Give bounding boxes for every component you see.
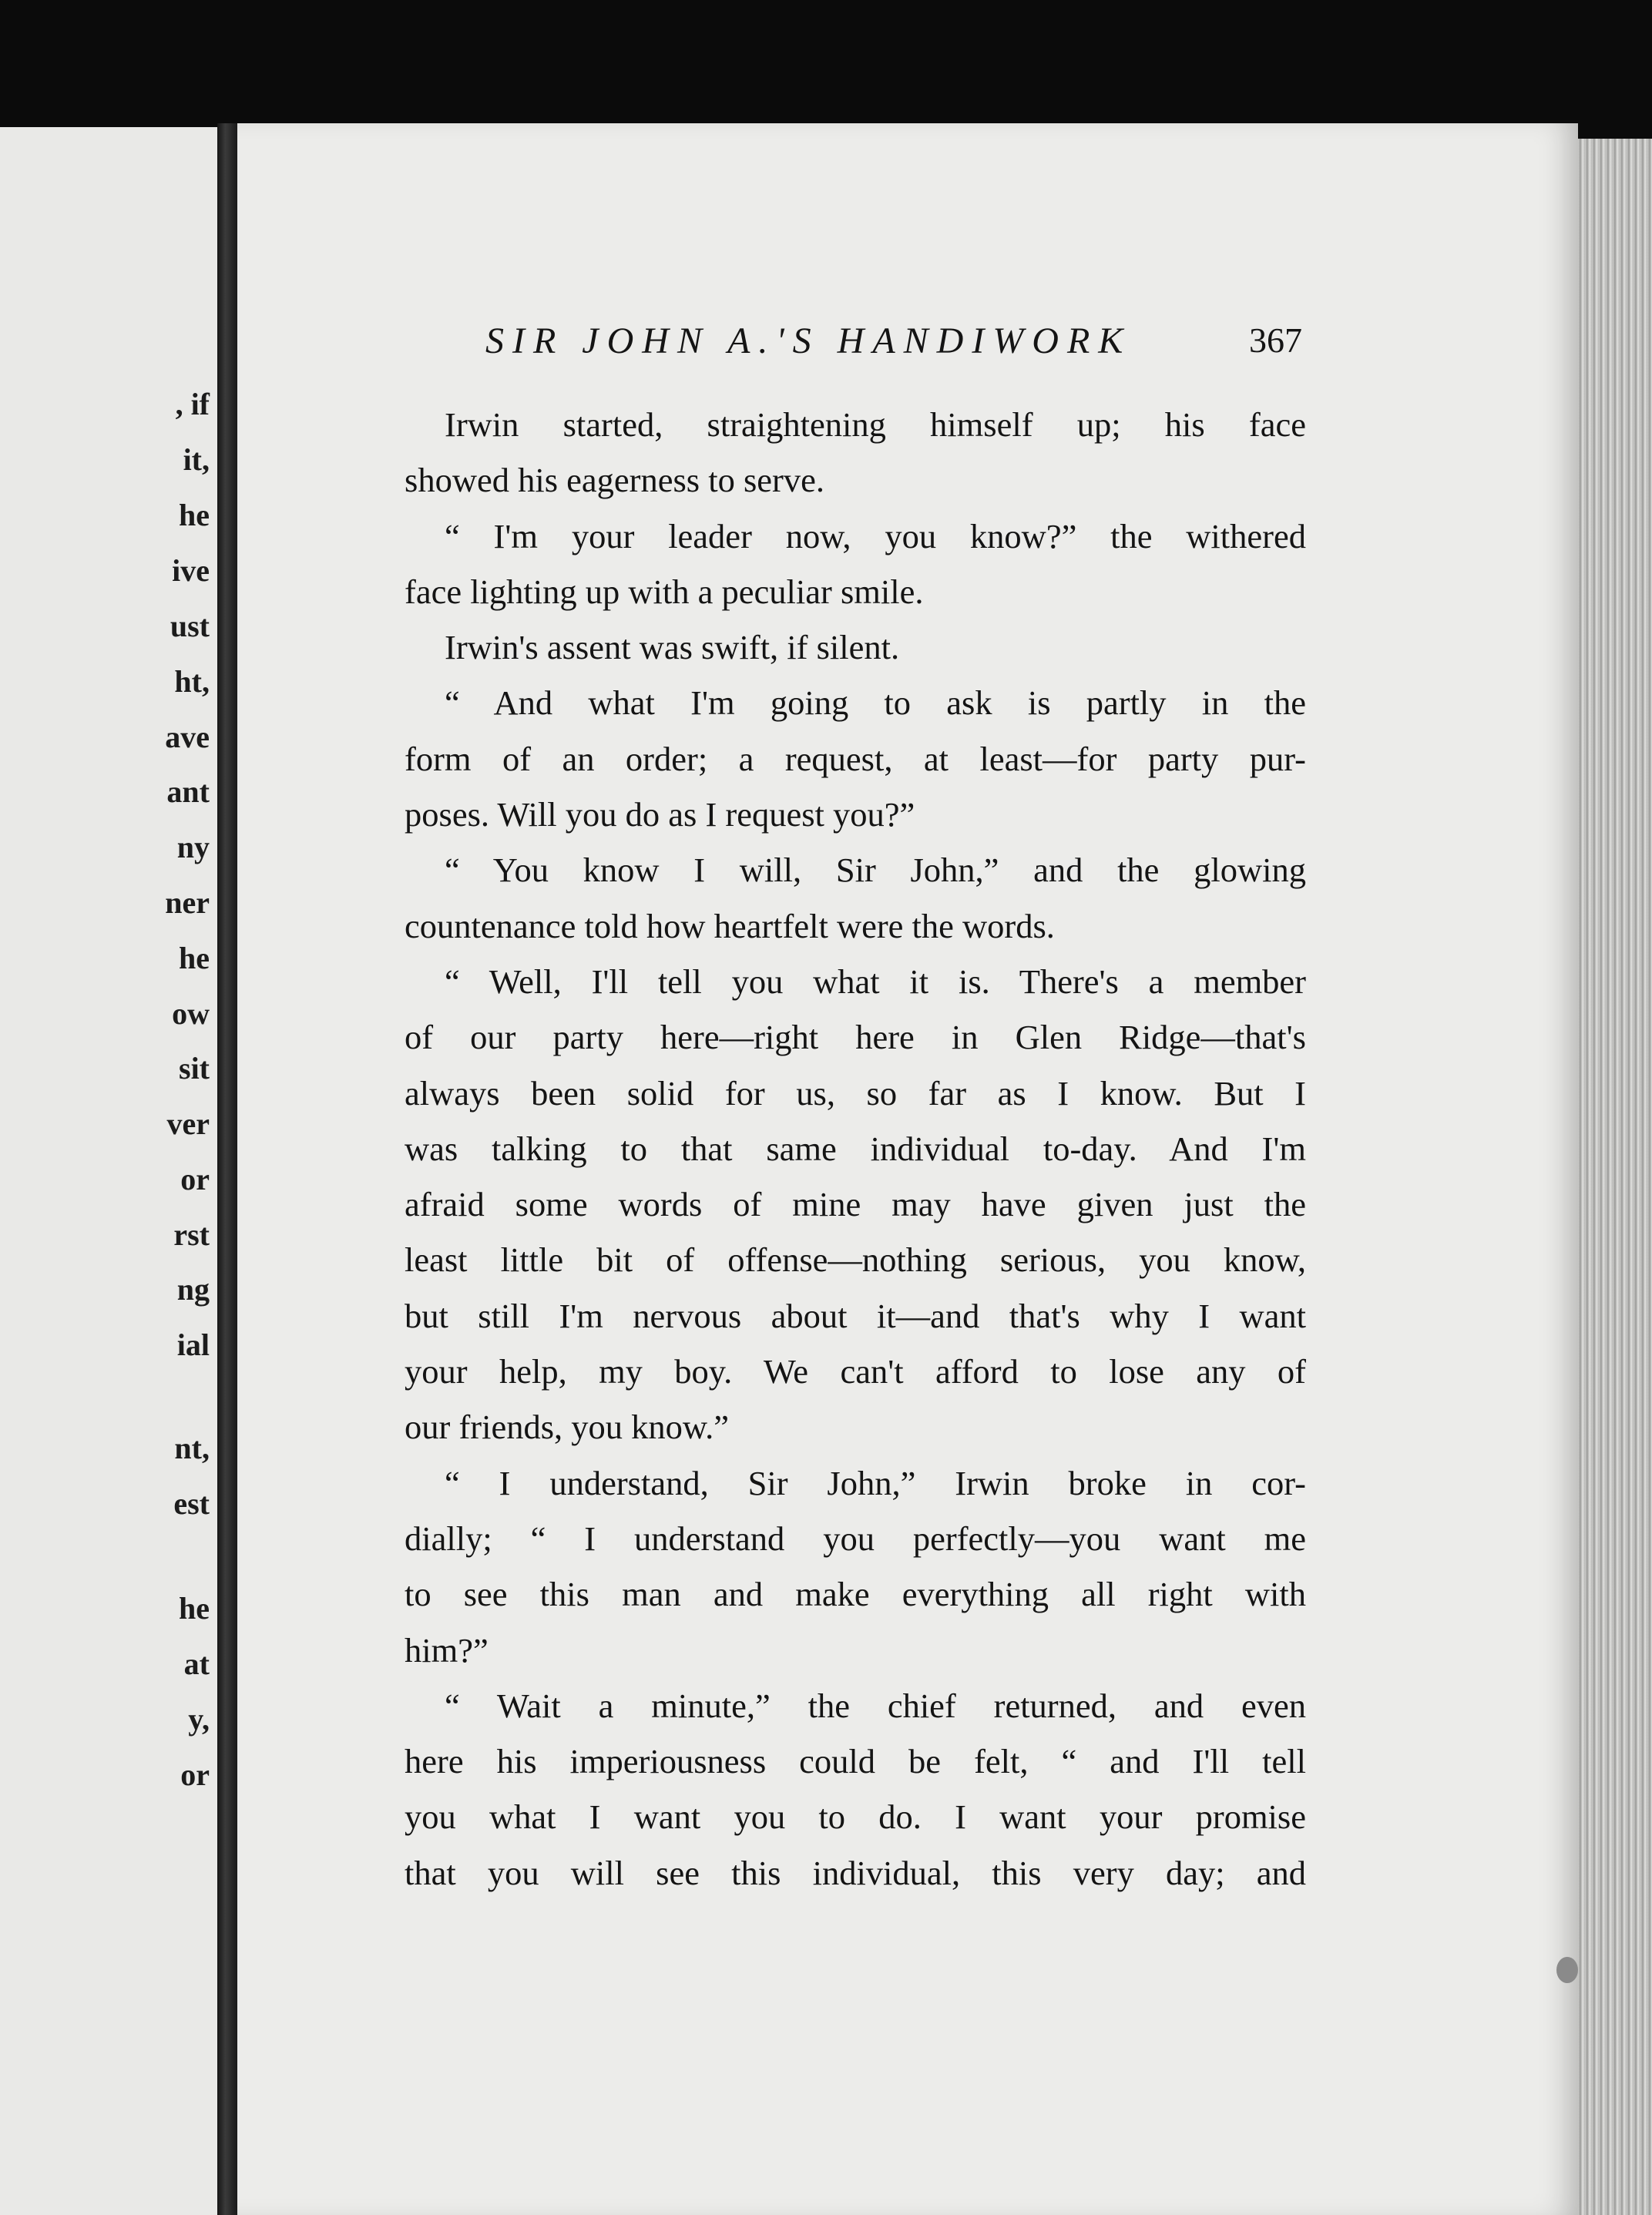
text-line: was talking to that same individual to-day. And I'm xyxy=(405,1129,1306,1168)
text-line: to see this man and make everything all right with xyxy=(405,1575,1306,1614)
previous-page-fragment: ust xyxy=(170,609,210,643)
previous-page-fragment: or xyxy=(180,1162,210,1196)
text-line: him?” xyxy=(405,1630,489,1670)
previous-page-fragment: sit xyxy=(179,1051,210,1086)
text-line: always been solid for us, so far as I know. But I xyxy=(405,1073,1306,1113)
text-line: Irwin started, straightening himself up; his face xyxy=(445,405,1306,444)
page-blemish xyxy=(1556,1957,1578,1983)
previous-page-fragment: ng xyxy=(176,1272,210,1307)
previous-page-edge xyxy=(0,127,217,2215)
text-line: dially; “ I understand you perfectly—you want me xyxy=(405,1519,1306,1558)
text-line: least little bit of offense—nothing serious, you know, xyxy=(405,1240,1306,1280)
page-stack-edge xyxy=(1578,139,1652,2215)
text-line: face lighting up with a peculiar smile. xyxy=(405,572,924,611)
previous-page-fragment: he xyxy=(179,1591,210,1626)
text-line: “ I'm your leader now, you know?” the withered xyxy=(445,516,1306,555)
previous-page-fragment: y, xyxy=(188,1702,210,1737)
previous-page-fragment: ner xyxy=(165,885,210,920)
previous-page-fragment: ave xyxy=(165,720,210,754)
previous-page-fragment: ver xyxy=(166,1106,210,1141)
text-line: Irwin's assent was swift, if silent. xyxy=(445,628,900,667)
previous-page-fragment: he xyxy=(179,498,210,532)
text-line: poses. Will you do as I request you?” xyxy=(405,795,915,834)
previous-page-fragment: it, xyxy=(183,442,210,477)
text-line: “ I understand, Sir John,” Irwin broke in cor- xyxy=(445,1463,1306,1502)
previous-page-fragment: or xyxy=(180,1757,210,1792)
previous-page-fragment: he xyxy=(179,941,210,975)
previous-page-fragment: est xyxy=(173,1486,210,1521)
previous-page-fragment: at xyxy=(183,1646,210,1681)
previous-page-fragment: ht, xyxy=(174,664,210,699)
text-line: of our party here—right here in Glen Ridge—that's xyxy=(405,1018,1306,1057)
text-line: that you will see this individual, this very day; and xyxy=(405,1853,1306,1892)
previous-page-fragment: rst xyxy=(173,1217,210,1252)
text-line: “ You know I will, Sir John,” and the glowing xyxy=(445,851,1306,890)
text-line: form of an order; a request, at least—for party pur- xyxy=(405,739,1306,778)
text-line: afraid some words of mine may have given just the xyxy=(405,1185,1306,1224)
previous-page-fragment: , if xyxy=(175,387,210,421)
previous-page-fragment: ow xyxy=(172,996,210,1031)
text-line: “ Wait a minute,” the chief returned, and even xyxy=(445,1686,1306,1725)
text-line: “ Well, I'll tell you what it is. There's a member xyxy=(445,962,1306,1001)
text-line: countenance told how heartfelt were the words. xyxy=(405,906,1055,945)
text-line: but still I'm nervous about it—and that's why I want xyxy=(405,1296,1306,1335)
text-line: your help, my boy. We can't afford to lose any of xyxy=(405,1352,1306,1391)
running-head: SIR JOHN A.'S HANDIWORK xyxy=(485,321,1132,361)
text-line: our friends, you know.” xyxy=(405,1408,730,1447)
previous-page-fragment: nt, xyxy=(174,1431,210,1465)
text-line: showed his eagerness to serve. xyxy=(405,461,824,500)
page-body-text xyxy=(405,397,1306,1901)
page-number: 367 xyxy=(1249,321,1302,360)
text-line: you what I want you to do. I want your promise xyxy=(405,1797,1306,1837)
previous-page-fragment: ial xyxy=(176,1327,210,1362)
previous-page-fragment: ive xyxy=(172,553,210,588)
book-gutter xyxy=(217,123,237,2215)
previous-page-fragment: ny xyxy=(176,830,210,864)
previous-page-fragment: ant xyxy=(166,774,210,809)
text-line: here his imperiousness could be felt, “ and I'll tell xyxy=(405,1742,1306,1781)
page-header xyxy=(485,320,1302,366)
text-line: “ And what I'm going to ask is partly in the xyxy=(445,683,1306,723)
